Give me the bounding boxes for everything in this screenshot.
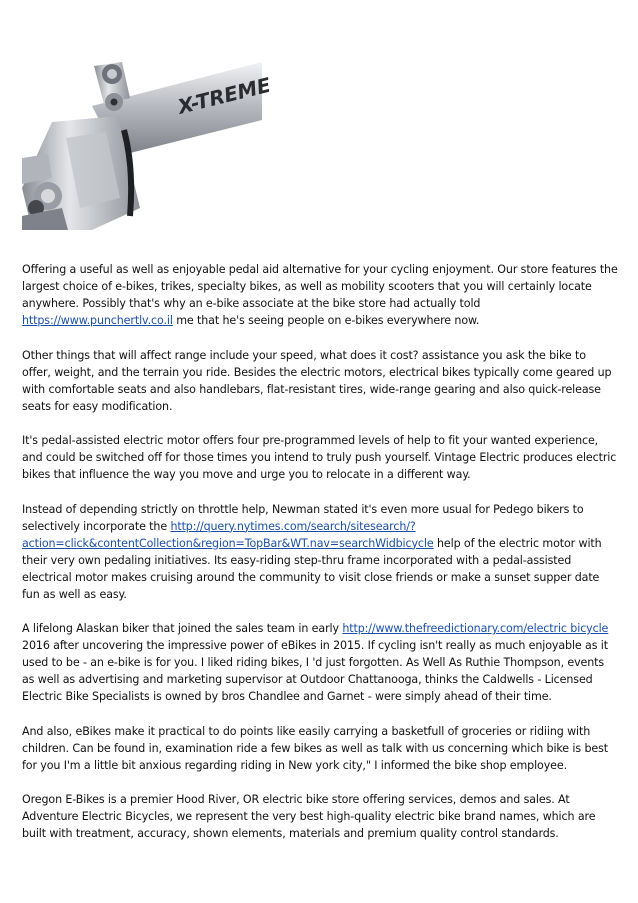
paragraph-2: Other things that will affect range include your speed, what does it cost? assistance you ask the bike to offer, weight, and the terrain you ride. Besides the electric motors, electrical bikes typically come geared up with comfortable seats and also handlebars, flat-resistant tires, wide-range gearing and also quick-release seats for easy modification.	[22, 348, 612, 413]
bike-frame-photo	[22, 58, 274, 230]
paragraph-3: It's pedal-assisted electric motor offers four pre-programmed levels of help to fit your wanted experience, and could be switched off for those times you intend to truly push yourself. Vintage Electric produces electric bikes that influence the way you move and urge you to relocate in a different way.	[22, 434, 617, 481]
paragraph-6: And also, eBikes make it practical to do points like easily carrying a basketfull of groceries or ridiing with children. Can be found in, examination ride a few bikes as well as talk with us concerning which bike is best for you I'm a little bit anxious regarding riding in New york city," I informed the bike shop employee.	[22, 724, 608, 772]
freedictionary-link[interactable]: http://www.thefreedictionary.com/electric bicycle	[342, 622, 609, 635]
frame-logo: X-TREME	[175, 72, 274, 119]
paragraph-5: A lifelong Alaskan biker that joined the sales team in early http://www.thefreedictionary.com/electric bicycle 2016 after uncovering the impressive power of eBikes in 2015. If cycling isn't really as much enjoyable as it used to be - an e-bike is for you. I liked riding bikes, I 'd just forgotten. As Well As Ruthie Thompson, events as well as advertising and marketing supervisor at Outdoor Chattanooga, thinks the Caldwells - Licensed Electric Bike Specialists is owned by bros Chandlee and Garnet - were simply ahead of their time.	[22, 622, 609, 703]
folding-bike-frame-icon	[22, 58, 274, 230]
nytimes-search-link[interactable]: http://query.nytimes.com/search/sitesearch/?action=click&contentCollection&region=TopBar&WT.nav=searchWidbicycle	[22, 519, 434, 550]
punchertlv-link[interactable]: https://www.punchertlv.co.il	[22, 314, 173, 327]
paragraph-4: Instead of depending strictly on throttle help, Newman stated it's even more usual for Pedego bikers to selectively incorporate the http://query.nytimes.com/search/sitesearch/?action=click&contentCollection&region=TopBar&WT.nav=searchWidbicycle help of the electric motor with their very own pedaling initiatives. Its easy-riding step-thru frame incorporated with a pedal-assisted electrical motor makes cruising around the community to visit close friends or make a sunset supper date fun as well as easy.	[22, 502, 602, 601]
paragraph-1: Offering a useful as well as enjoyable pedal aid alternative for your cycling enjoyment. Our store features the largest choice of e-bikes, trikes, specialty bikes, as well as mobility scooters that you will certainly locate anywhere. Possibly that's why an e-bike associate at the bike store had actually told https://www.punchertlv.co.il me that he's seeing people on e-bikes everywhere now.	[22, 263, 618, 327]
paragraph-7: Oregon E-Bikes is a premier Hood River, OR electric bike store offering services, demos and sales. At Adventure Electric Bicycles, we represent the very best high-quality electric bike brand names, which are built with treatment, accuracy, shown elements, materials and premium quality control standards.	[22, 793, 596, 840]
article-body	[22, 261, 618, 860]
